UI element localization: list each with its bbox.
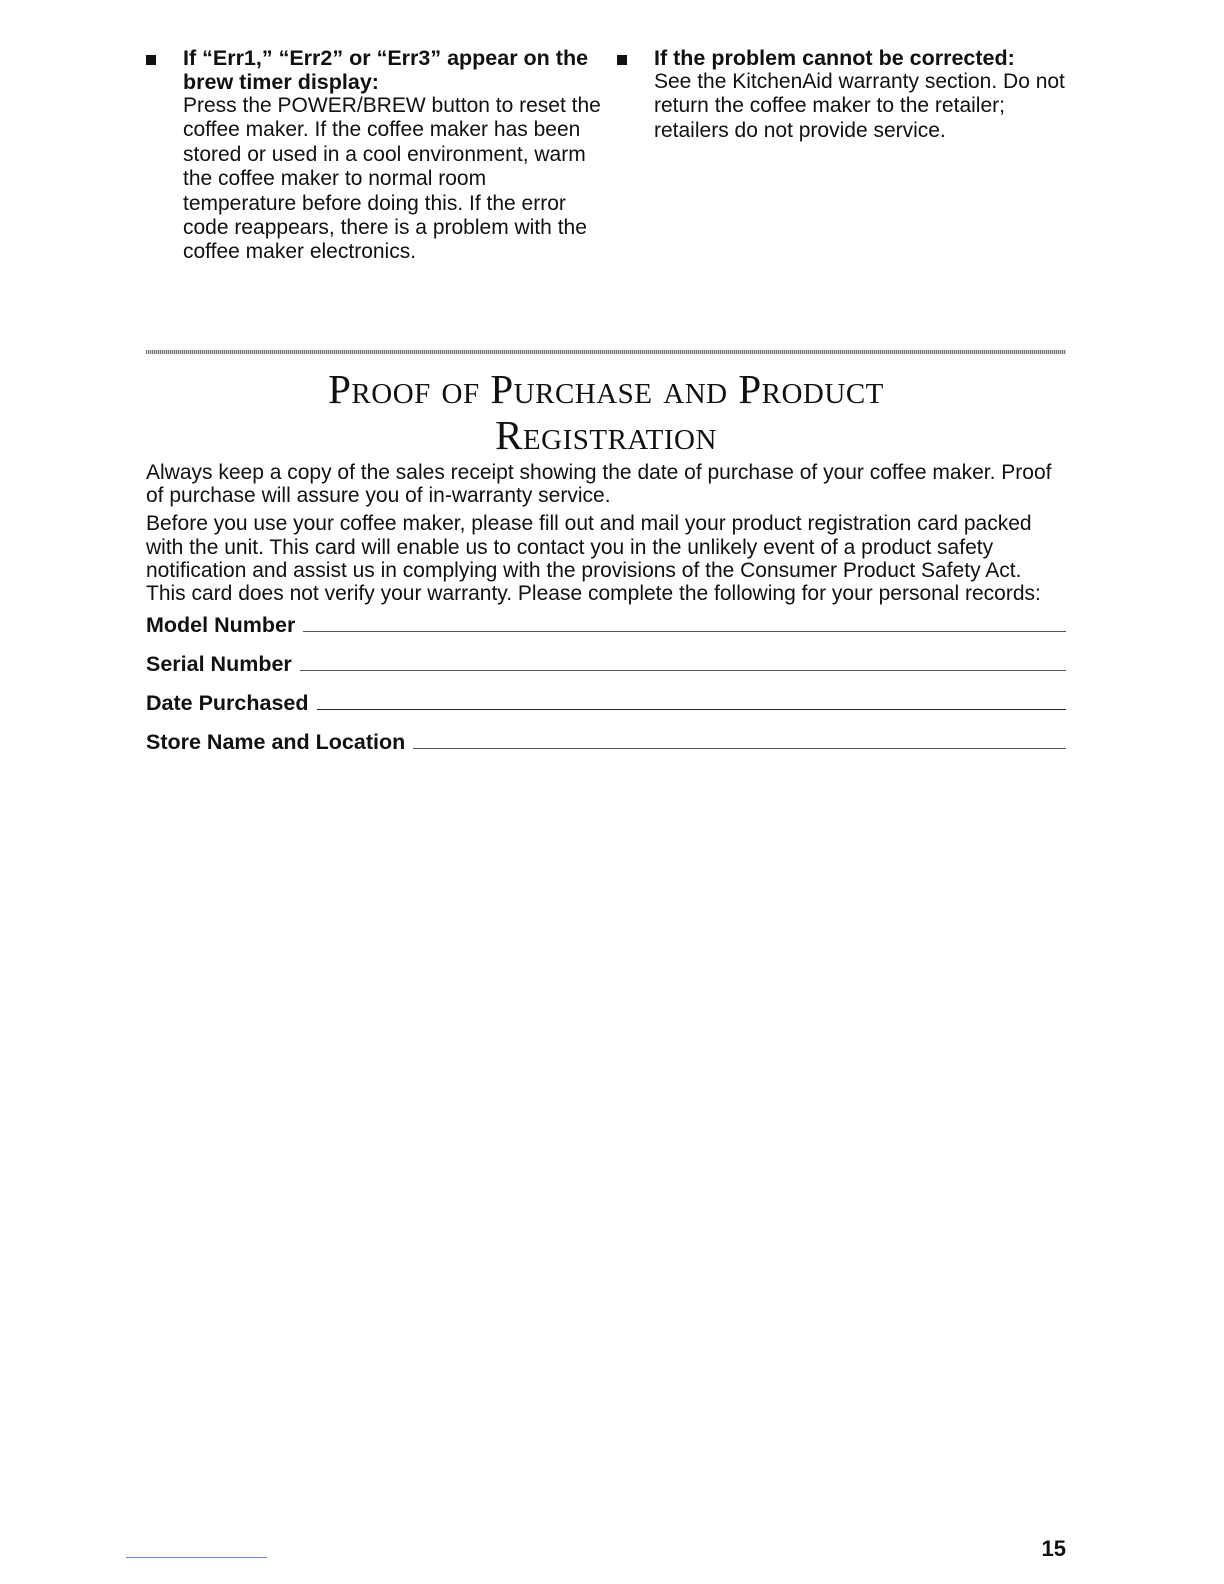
troubleshooting-column-left [146, 46, 601, 265]
bullet-heading: If the problem cannot be corrected: [654, 46, 1015, 70]
field-label: Model Number [146, 613, 296, 638]
square-bullet-icon [146, 55, 156, 65]
section-title-line2: Registration [495, 412, 717, 458]
section-body [146, 461, 1066, 761]
section-title [146, 366, 1066, 458]
section-divider [146, 350, 1066, 354]
fill-in-line[interactable] [300, 656, 1066, 671]
paragraph-registration: Before you use your coffee maker, please fill out and mail your product registration card packed with the unit. This card will enable us to contact you in the unlikely event of a product safety notification and assist us in complying with the provisions of the Consumer Product Safety Act. This card does not verify your warranty. Please complete the following for your personal records: [146, 512, 1041, 606]
fill-in-line[interactable] [303, 617, 1066, 632]
store-name-location-field[interactable] [146, 730, 1066, 761]
bullet-body: Press the POWER/BREW button to reset the coffee maker. If the coffee maker has been stored or used in a cool environment, warm the coffee maker to normal room temperature before doing this. If the error code reappears, there is a problem with the coffee maker electronics. [183, 94, 601, 264]
fill-in-line[interactable] [317, 695, 1066, 710]
section-title-line1: Proof of Purchase and Product [328, 366, 884, 412]
bullet-item-problem-not-corrected [617, 46, 1067, 143]
model-number-field[interactable] [146, 613, 1066, 644]
paragraph-receipt: Always keep a copy of the sales receipt showing the date of purchase of your coffee maker. Proof of purchase will assure you of in-warranty service. [146, 461, 1052, 508]
field-label: Date Purchased [146, 691, 309, 716]
troubleshooting-column-right [617, 46, 1067, 143]
page-number: 15 [1041, 1536, 1066, 1561]
field-label: Serial Number [146, 652, 292, 677]
footer-rule [126, 1557, 267, 1558]
field-label: Store Name and Location [146, 730, 406, 755]
bullet-heading: If “Err1,” “Err2” or “Err3” appear on the brew timer display: [183, 46, 589, 94]
bullet-item-error-codes [146, 46, 601, 265]
date-purchased-field[interactable] [146, 691, 1066, 722]
fill-in-line[interactable] [413, 734, 1066, 749]
serial-number-field[interactable] [146, 652, 1066, 683]
square-bullet-icon [617, 55, 627, 65]
bullet-body: See the KitchenAid warranty section. Do not return the coffee maker to the retailer; retailers do not provide service. [654, 70, 1065, 142]
